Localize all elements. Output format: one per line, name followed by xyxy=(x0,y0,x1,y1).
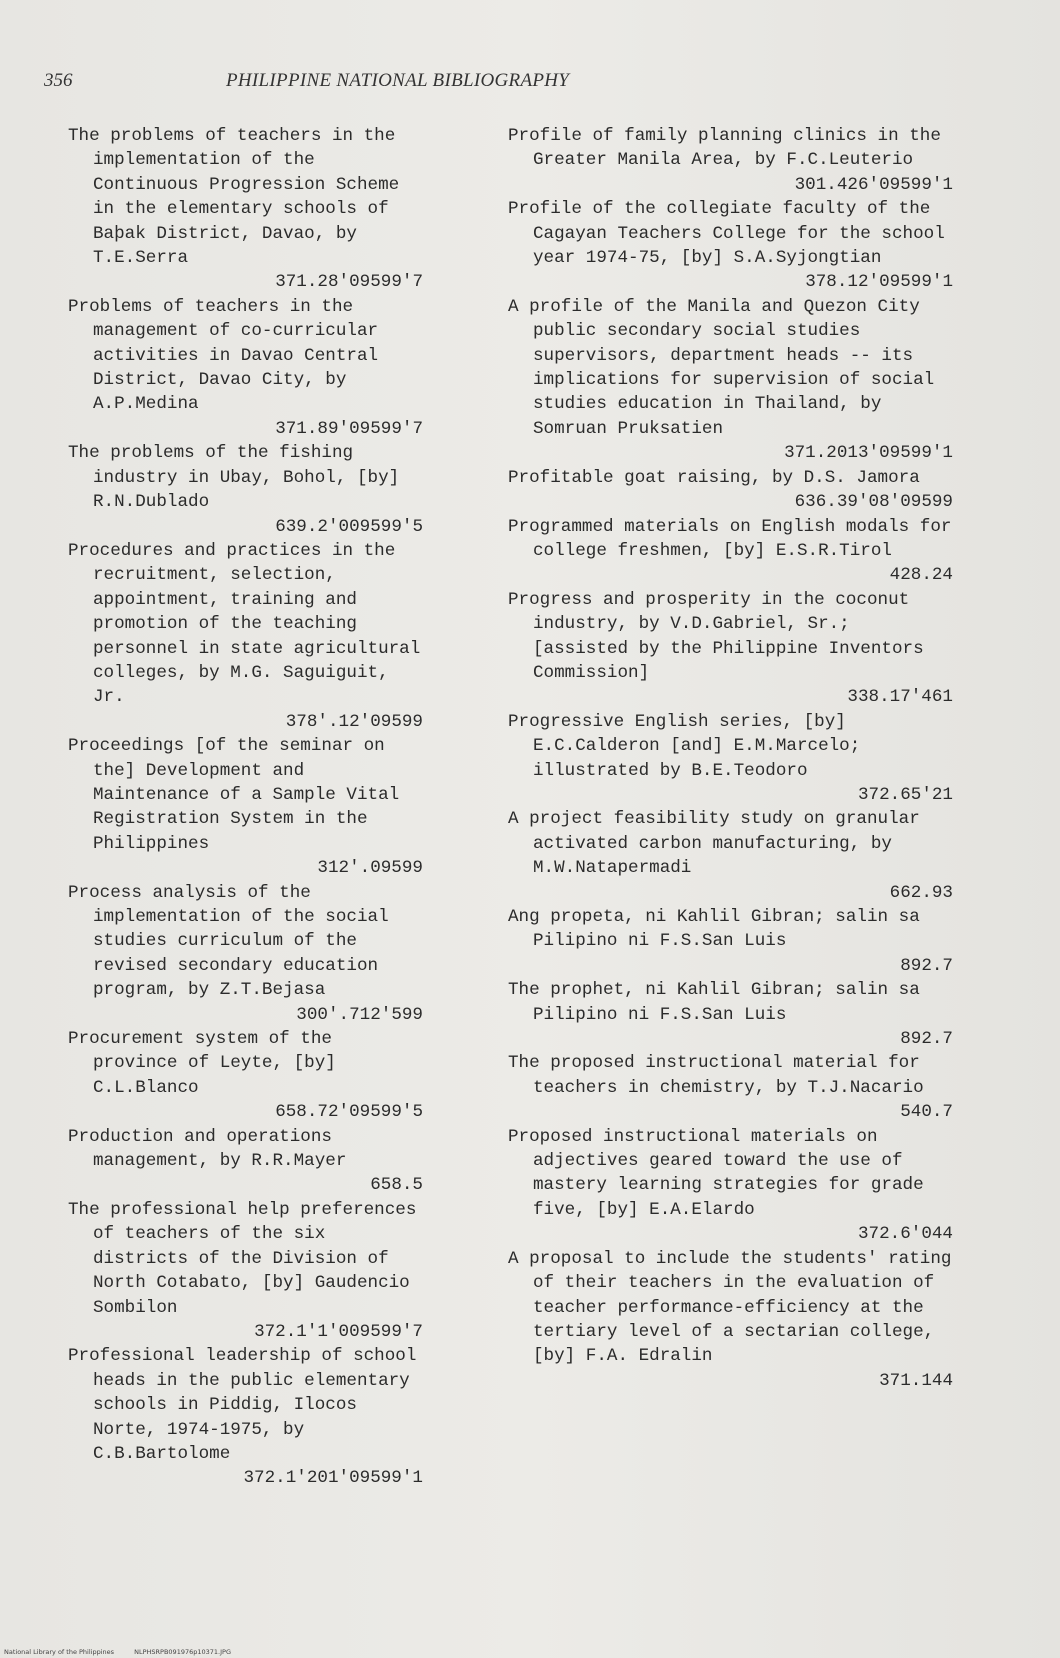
entry-title: A proposal to include the students' rating of their teachers in the evaluation of teacher performance-efficiency at the tertiary level of a sectarian college, [by] F.A. Edralin xyxy=(508,1248,952,1367)
bibliography-entry xyxy=(508,588,953,710)
entry-classification: 372.1'201'09599'1 xyxy=(243,1468,423,1489)
entry-classification: 371.28'09599'7 xyxy=(275,272,423,293)
entry-title: The problems of the fishing industry in Ubay, Bohol, [by] R.N.Dublado xyxy=(68,443,400,513)
page-header xyxy=(44,70,1024,100)
entry-classification: 428.24 xyxy=(889,565,953,586)
bibliography-entry xyxy=(68,124,423,295)
entry-title: Progressive English series, [by] E.C.Calderon [and] E.M.Marcelo; illustrated by B.E.Teodoro xyxy=(508,711,861,781)
entry-title: Problems of teachers in the management of co-curricular activities in Davao Central District, Davao City, by A.P.Medina xyxy=(68,296,379,415)
bibliography-entry xyxy=(508,295,953,466)
bibliography-entry xyxy=(68,734,423,880)
entry-classification: 378.12'09599'1 xyxy=(805,272,953,293)
entry-title: Ang propeta, ni Kahlil Gibran; salin sa Pilipino ni F.S.San Luis xyxy=(508,907,920,952)
bibliography-entry xyxy=(508,710,953,808)
right-column xyxy=(508,124,953,1393)
bibliography-entry xyxy=(508,1051,953,1124)
entry-classification: 338.17'461 xyxy=(847,687,953,708)
entry-classification: 372.1'1'009599'7 xyxy=(254,1321,423,1342)
entry-title: Progress and prosperity in the coconut industry, by V.D.Gabriel, Sr.; [assisted by the Philippine Inventors Commission] xyxy=(508,589,924,683)
entry-classification: 636.39'08'09599 xyxy=(794,492,953,513)
entry-classification: 371.2013'09599'1 xyxy=(784,443,953,464)
entry-title: A project feasibility study on granular activated carbon manufacturing, by M.W.Natapermadi xyxy=(508,809,920,879)
bibliography-entry xyxy=(508,197,953,295)
entry-classification: 639.2'009599'5 xyxy=(275,516,423,537)
bibliography-entry xyxy=(508,515,953,588)
entry-classification: 662.93 xyxy=(889,882,953,903)
entry-classification: 312'.09599 xyxy=(317,858,423,879)
bibliography-entry xyxy=(68,1125,423,1198)
entry-title: Proceedings [of the seminar on the] Development and Maintenance of a Sample Vital Registration System in the Philippines xyxy=(68,736,400,854)
page-number: 356 xyxy=(44,70,73,91)
bibliography-entry xyxy=(68,1344,423,1490)
entry-title: The prophet, ni Kahlil Gibran; salin sa Pilipino ni F.S.San Luis xyxy=(508,980,920,1025)
bibliography-entry xyxy=(508,1247,953,1393)
entry-title: Proposed instructional materials on adjectives geared toward the use of mastery learning strategies for grade five, [by] E.A.Elardo xyxy=(508,1126,924,1220)
scan-footer xyxy=(4,1648,249,1656)
bibliography-entry xyxy=(68,881,423,1027)
entry-title: The proposed instructional material for teachers in chemistry, by T.J.Nacario xyxy=(508,1053,924,1098)
entry-title: Profitable goat raising, by D.S. Jamora xyxy=(508,467,920,488)
entry-title: A profile of the Manila and Quezon City public secondary social studies supervisors, department heads -- its implications for supervision of social studies education in Thailand, by Somruan Pruksatien xyxy=(508,296,935,439)
entry-classification: 658.72'09599'5 xyxy=(275,1102,423,1123)
entry-title: Production and operations management, by R.R.Mayer xyxy=(68,1126,347,1172)
bibliography-entry xyxy=(68,441,423,539)
left-column xyxy=(68,124,423,1491)
bibliography-entry xyxy=(508,466,953,515)
entry-classification: 372.65'21 xyxy=(857,784,953,805)
entry-title: The problems of teachers in the implementation of the Continuous Progression Scheme in the elementary schools of Baþak District, Davao, by T.E.Serra xyxy=(68,126,400,269)
entry-classification: 301.426'09599'1 xyxy=(794,174,953,195)
bibliography-entry xyxy=(68,1198,423,1344)
entry-classification: 892.7 xyxy=(900,955,953,976)
bibliography-entry xyxy=(508,807,953,905)
entry-classification: 371.144 xyxy=(879,1370,953,1391)
entry-title: Profile of family planning clinics in the Greater Manila Area, by F.C.Leuterio xyxy=(508,126,941,171)
bibliography-entry xyxy=(508,905,953,978)
footer-library: National Library of the Philippines xyxy=(4,1648,115,1656)
entry-classification: 892.7 xyxy=(900,1029,953,1050)
bibliography-entry xyxy=(68,1027,423,1125)
entry-title: Programmed materials on English modals for college freshmen, [by] E.S.R.Tirol xyxy=(508,516,952,561)
footer-filename: NLPHSRPB091976p10371.JPG xyxy=(134,1648,231,1656)
bibliography-entry xyxy=(68,539,423,734)
entry-classification: 540.7 xyxy=(900,1102,953,1123)
entry-classification: 378'.12'09599 xyxy=(285,711,423,732)
bibliography-entry xyxy=(508,1125,953,1247)
running-title: PHILIPPINE NATIONAL BIBLIOGRAPHY xyxy=(226,70,570,91)
bibliography-entry xyxy=(508,124,953,197)
bibliography-entry xyxy=(68,295,423,441)
entry-title: The professional help preferences of teachers of the six districts of the Division of North Cotabato, [by] Gaudencio Sombilon xyxy=(68,1199,417,1318)
entry-title: Procedures and practices in the recruitment, selection, appointment, training and promotion of the teaching personnel in state agricultural colleges, by M.G. Saguiguit, Jr. xyxy=(68,540,421,708)
entry-title: Professional leadership of school heads in the public elementary schools in Piddig, Ilocos Norte, 1974-1975, by C.B.Bartolome xyxy=(68,1346,417,1464)
entry-classification: 658.5 xyxy=(370,1175,423,1196)
bibliography-entry xyxy=(508,978,953,1051)
entry-classification: 371.89'09599'7 xyxy=(275,418,423,439)
entry-title: Profile of the collegiate faculty of the Cagayan Teachers College for the school year 1974-75, [by] S.A.Syjongtian xyxy=(508,199,945,269)
entry-classification: 372.6'044 xyxy=(857,1224,953,1245)
entry-classification: 300'.712'599 xyxy=(296,1004,423,1025)
entry-title: Procurement system of the province of Leyte, [by] C.L.Blanco xyxy=(68,1029,336,1098)
entry-title: Process analysis of the implementation of the social studies curriculum of the revised secondary education program, by Z.T.Bejasa xyxy=(68,882,389,1001)
